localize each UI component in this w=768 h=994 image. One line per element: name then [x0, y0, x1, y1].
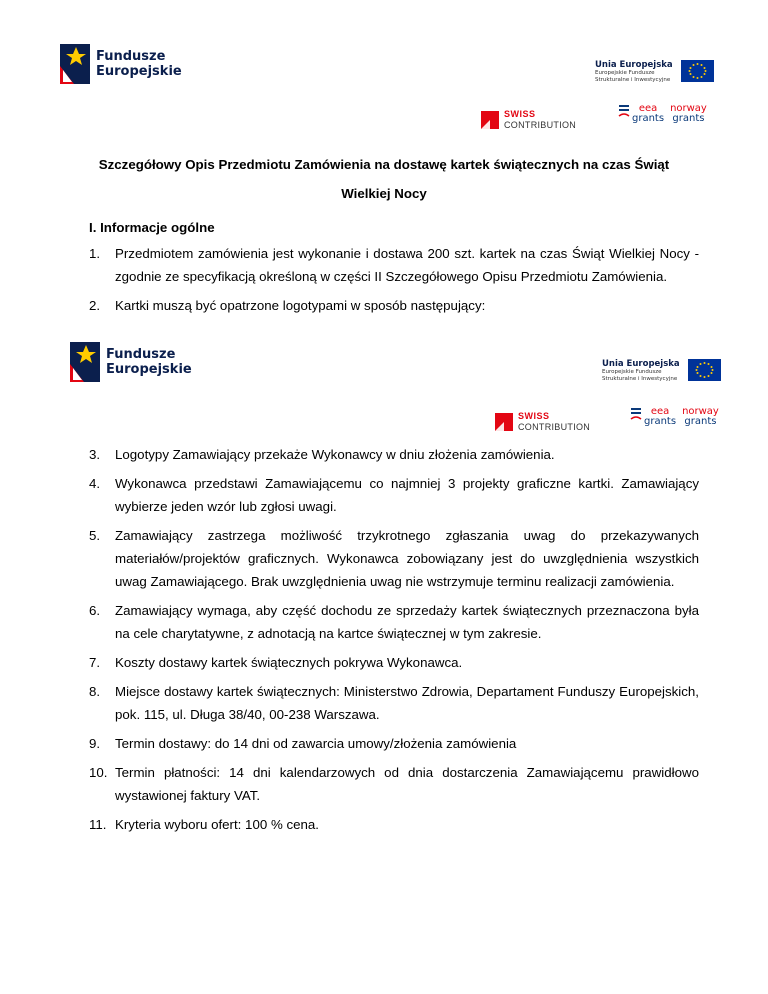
list-item-number: 4. [89, 476, 101, 491]
list-item-number: 11. [89, 817, 107, 832]
list-item [89, 651, 699, 674]
fundusze-text [96, 49, 182, 79]
norway-text: norway [670, 103, 707, 114]
list-item-number: 3. [89, 447, 101, 462]
requirements-list-part1 [89, 242, 699, 323]
ue-sub2: Strukturalne i Inwestycyjne [602, 375, 678, 382]
list-item [89, 680, 699, 726]
list-item-text: Wykonawca przedstawi Zamawiającemu co najmniej 3 projekty graficzne kartki. Zamawiający wybierze jeden wzór lub zgłosi uwagi. [115, 476, 699, 514]
swiss-name: SWISS [504, 109, 536, 119]
fundusze-line1: Fundusze [96, 49, 166, 64]
list-item-text: Termin płatności: 14 dni kalendarzowych od dnia dostarczenia Zamawiającemu prawidłowo wystawionej faktury VAT. [115, 765, 699, 803]
swiss-contribution-logo-embedded [495, 411, 590, 433]
list-item-number: 2. [89, 298, 101, 313]
ue-sub2: Strukturalne i Inwestycyjne [595, 76, 671, 83]
norway-grants-text [670, 104, 707, 124]
fundusze-text [106, 347, 192, 377]
ue-sub1: Europejskie Fundusze [602, 369, 662, 375]
list-item [89, 599, 699, 645]
fundusze-europejskie-icon [70, 342, 100, 382]
norway-text: norway [682, 406, 719, 417]
list-item-text: Miejsce dostawy kartek świątecznych: Ministerstwo Zdrowia, Departament Funduszy Europejskich, pok. 115, ul. Długa 38/40, 00-238 Warszawa. [115, 684, 699, 722]
eu-flag-icon [681, 60, 714, 82]
list-item [89, 294, 699, 317]
list-item-number: 9. [89, 736, 101, 751]
list-item [89, 524, 699, 593]
fundusze-europejskie-icon [60, 44, 90, 84]
eea-grants-icon [618, 104, 630, 118]
eea-grants-label: grants [644, 416, 677, 427]
list-item [89, 732, 699, 755]
ue-logo-embedded [602, 359, 721, 382]
list-item-text: Kryteria wyboru ofert: 100 % cena. [115, 817, 319, 832]
fundusze-line1: Fundusze [106, 347, 176, 362]
eea-norway-grants-logo [618, 104, 707, 124]
eea-text: eea [650, 406, 670, 417]
list-item-text: Kartki muszą być opatrzone logotypami w sposób następujący: [115, 298, 486, 313]
list-item-number: 1. [89, 246, 101, 261]
norway-grants-label: grants [672, 113, 705, 124]
fundusze-line2: Europejskie [96, 64, 182, 79]
list-item-text: Logotypy Zamawiający przekaże Wykonawcy w dniu złożenia zamówienia. [115, 447, 555, 462]
ue-text [602, 359, 680, 382]
ue-sub1: Europejskie Fundusze [595, 70, 655, 76]
list-item-number: 7. [89, 655, 101, 670]
norway-grants-text [682, 407, 719, 427]
requirements-list-part2 [89, 443, 699, 842]
swiss-text [504, 109, 576, 131]
document-title: Szczegółowy Opis Przedmiotu Zamówienia na dostawę kartek świątecznych na czas Świąt Wielkiej Nocy [98, 157, 670, 201]
swiss-cross-icon [481, 111, 499, 129]
eea-grants-icon [630, 407, 642, 421]
list-item-text: Przedmiotem zamówienia jest wykonanie i dostawa 200 szt. kartek na czas Świąt Wielkiej Nocy - zgodnie ze specyfikacją określoną w części II Szczegółowego Opisu Przedmiotu Zamówienia. [115, 246, 699, 284]
fundusze-line2: Europejskie [106, 362, 192, 377]
list-item-number: 6. [89, 603, 101, 618]
list-item-text: Koszty dostawy kartek świątecznych pokrywa Wykonawca. [115, 655, 463, 670]
fundusze-europejskie-logo [60, 44, 182, 84]
list-item [89, 443, 699, 466]
swiss-cross-icon [495, 413, 513, 431]
list-item [89, 761, 699, 807]
ue-title: Unia Europejska [602, 359, 680, 369]
list-item-text: Zamawiający zastrzega możliwość trzykrotnego zgłaszania uwag do przekazywanych materiałów/projektów graficznych. Wykonawca zobowiązany jest do uwzględnienia wszystkich uwag Zamawiającego. Brak uwzględnienia uwag nie wstrzymuje terminu realizacji zamówienia. [115, 528, 699, 589]
list-item [89, 242, 699, 288]
list-item [89, 813, 699, 836]
swiss-name: SWISS [518, 411, 550, 421]
list-item-number: 8. [89, 684, 101, 699]
ue-text [595, 60, 673, 83]
section-heading: I. Informacje ogólne [89, 220, 215, 235]
swiss-sub: CONTRIBUTION [518, 422, 591, 432]
swiss-text [518, 411, 590, 433]
eea-grants-label: grants [632, 113, 665, 124]
list-item-number: 5. [89, 528, 101, 543]
ue-title: Unia Europejska [595, 60, 673, 70]
eea-text: eea [638, 103, 658, 114]
swiss-sub: CONTRIBUTION [504, 120, 577, 130]
list-item-text: Zamawiający wymaga, aby część dochodu ze sprzedaży kartek świątecznych przeznaczona była na cele charytatywne, z adnotacją na kartce świątecznej w tym zakresie. [115, 603, 699, 641]
fundusze-europejskie-logo-embedded [70, 342, 192, 382]
norway-grants-label: grants [684, 416, 717, 427]
eu-flag-icon [688, 359, 721, 381]
list-item-number: 10. [89, 765, 108, 780]
eea-norway-grants-logo-embedded [630, 407, 719, 427]
ue-logo [595, 60, 714, 83]
eea-grants-text [644, 407, 676, 427]
swiss-contribution-logo [481, 109, 576, 131]
eea-grants-text [632, 104, 664, 124]
list-item-text: Termin dostawy: do 14 dni od zawarcia umowy/złożenia zamówienia [115, 736, 517, 751]
list-item [89, 472, 699, 518]
